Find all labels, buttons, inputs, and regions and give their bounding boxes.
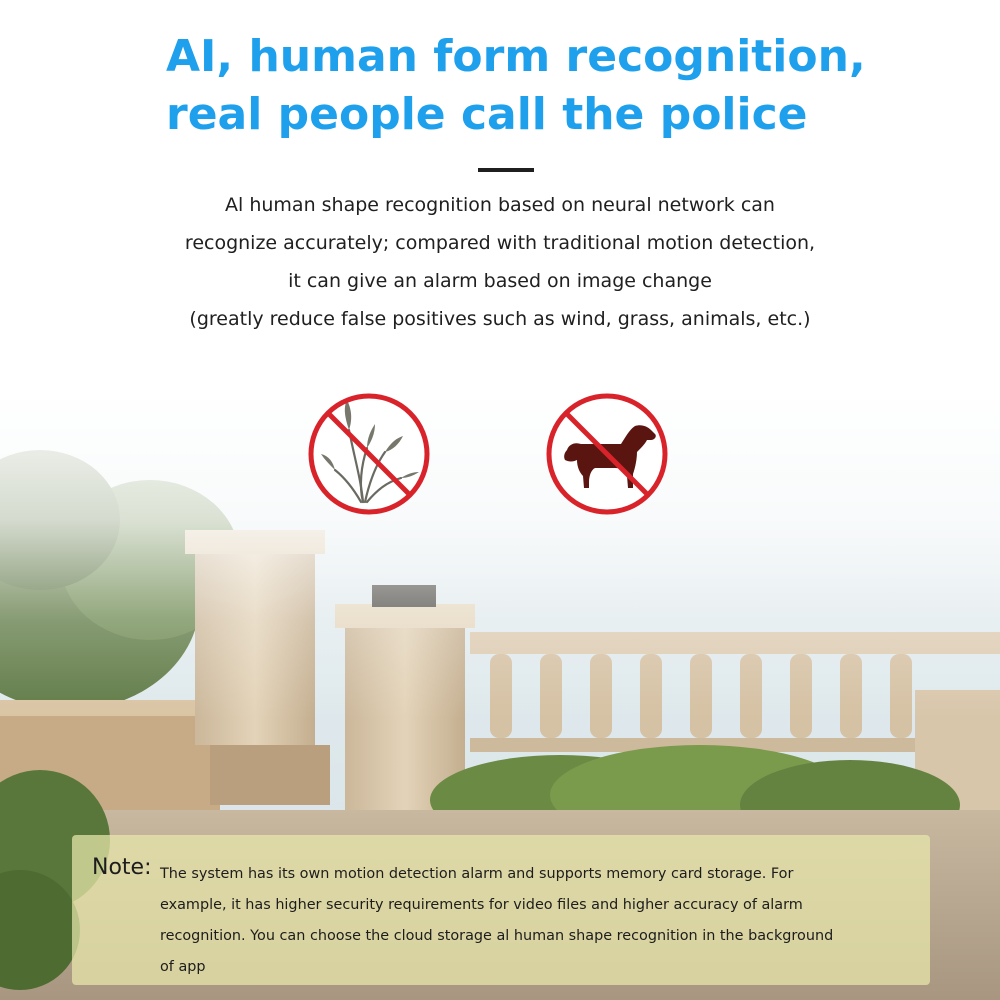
- note-line: example, it has higher security requirements for video files and higher accuracy of alarm: [160, 897, 803, 913]
- description: [0, 186, 1000, 338]
- no-grass-icon: [305, 390, 433, 518]
- heading-line-2: real people call the police: [166, 89, 808, 140]
- no-animal-icon: [543, 390, 671, 518]
- description-line: (greatly reduce false positives such as wind, grass, animals, etc.): [189, 308, 811, 330]
- description-line: Al human shape recognition based on neural network can: [225, 194, 775, 216]
- note-box: [72, 835, 930, 985]
- note-line: The system has its own motion detection alarm and supports memory card storage. For: [160, 866, 794, 882]
- description-line: it can give an alarm based on image change: [288, 270, 712, 292]
- heading-line-1: AI, human form recognition,: [166, 31, 866, 82]
- note-label: Note:: [92, 855, 152, 880]
- note-line: recognition. You can choose the cloud storage al human shape recognition in the background: [160, 928, 834, 944]
- note-line: of app: [160, 959, 206, 975]
- heading-divider: [478, 168, 534, 172]
- note-text: [160, 859, 920, 983]
- description-line: recognize accurately; compared with traditional motion detection,: [184, 232, 816, 254]
